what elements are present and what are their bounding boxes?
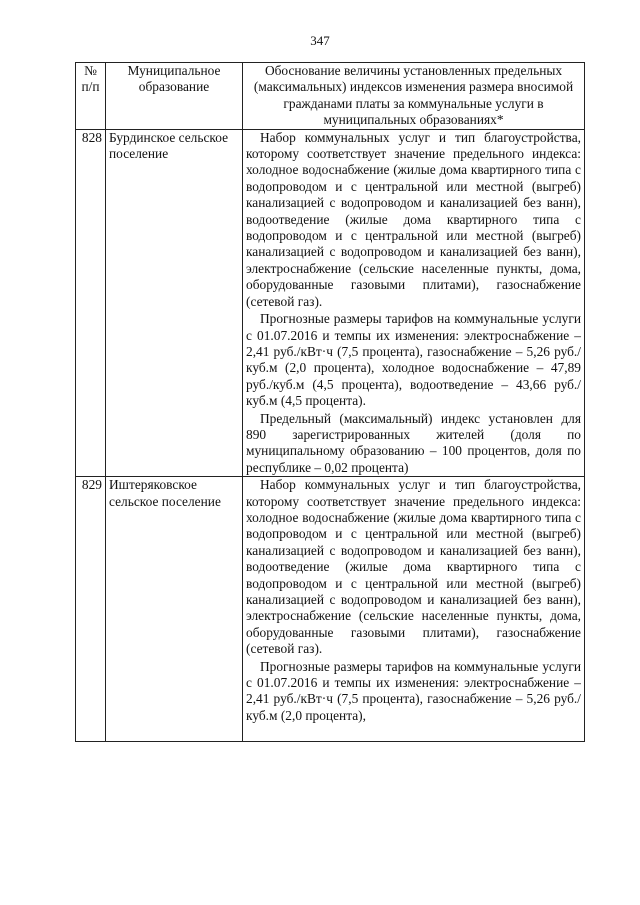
basis-text (243, 129, 585, 477)
paragraph: Набор коммунальных услуг и тип благоустройства, которому соответствует значение предельного индекса: холодное водоснабжение (жилые дома квартирного типа с водопроводом и с центральной или местной (выгреб) канализацией с водопроводом и канализацией без ванн), водоотведение (жилые дома квартирного типа с водопроводом и с центральной или местной (выгреб) канализацией с водопроводом и канализацией без ванн), электроснабжение (сельские населенные пункты, дома, оборудованные газовыми плитами), газоснабжение (сетевой газ). (246, 477, 581, 657)
table-row (76, 477, 585, 742)
paragraph: Предельный (максимальный) индекс установлен для 890 зарегистрированных жителей (доля по муниципальному образованию – 100 процентов, доля по республике – 0,02 процента) (246, 410, 581, 475)
paragraph: Прогнозные размеры тарифов на коммунальные услуги с 01.07.2016 и темпы их изменения: электроснабжение – 2,41 руб./кВт·ч (7,5 процента), газоснабжение – 5,26 руб./куб.м (2,0 процента), (246, 658, 581, 723)
row-number: 829 (76, 477, 106, 742)
municipality-name: Иштеряковское сельское поселение (106, 477, 243, 742)
paragraph: Набор коммунальных услуг и тип благоустройства, которому соответствует значение предельного индекса: холодное водоснабжение (жилые дома квартирного типа с водопроводом и с центральной или местной (выгреб) канализацией с водопроводом и канализацией без ванн), водоотведение (жилые дома квартирного типа с водопроводом и с центральной или местной (выгреб) канализацией с водопроводом и канализацией без ванн), электроснабжение (сельские населенные пункты, дома, оборудованные газовыми плитами), газоснабжение (сетевой газ). (246, 129, 581, 309)
header-municipality: Муниципальное образование (106, 63, 243, 130)
tariff-index-table (75, 62, 585, 742)
table-row (76, 129, 585, 477)
table-header-row (76, 63, 585, 130)
paragraph: Прогнозные размеры тарифов на коммунальные услуги с 01.07.2016 и темпы их изменения: электроснабжение – 2,41 руб./кВт·ч (7,5 процента), газоснабжение – 5,26 руб./куб.м (2,0 процента), холодное водоснабжение – 47,89 руб./куб.м (4,5 процента), водоотведение – 43,66 руб./куб.м (4,5 процента). (246, 311, 581, 409)
header-num: № п/п (76, 63, 106, 130)
header-basis: Обоснование величины установленных предельных (максимальных) индексов изменения размера вносимой гражданами платы за коммунальные услуги в муниципальных образованиях* (243, 63, 585, 130)
row-number: 828 (76, 129, 106, 477)
basis-text (243, 477, 585, 742)
municipality-name: Бурдинское сельское поселение (106, 129, 243, 477)
page-number: 347 (310, 33, 330, 48)
